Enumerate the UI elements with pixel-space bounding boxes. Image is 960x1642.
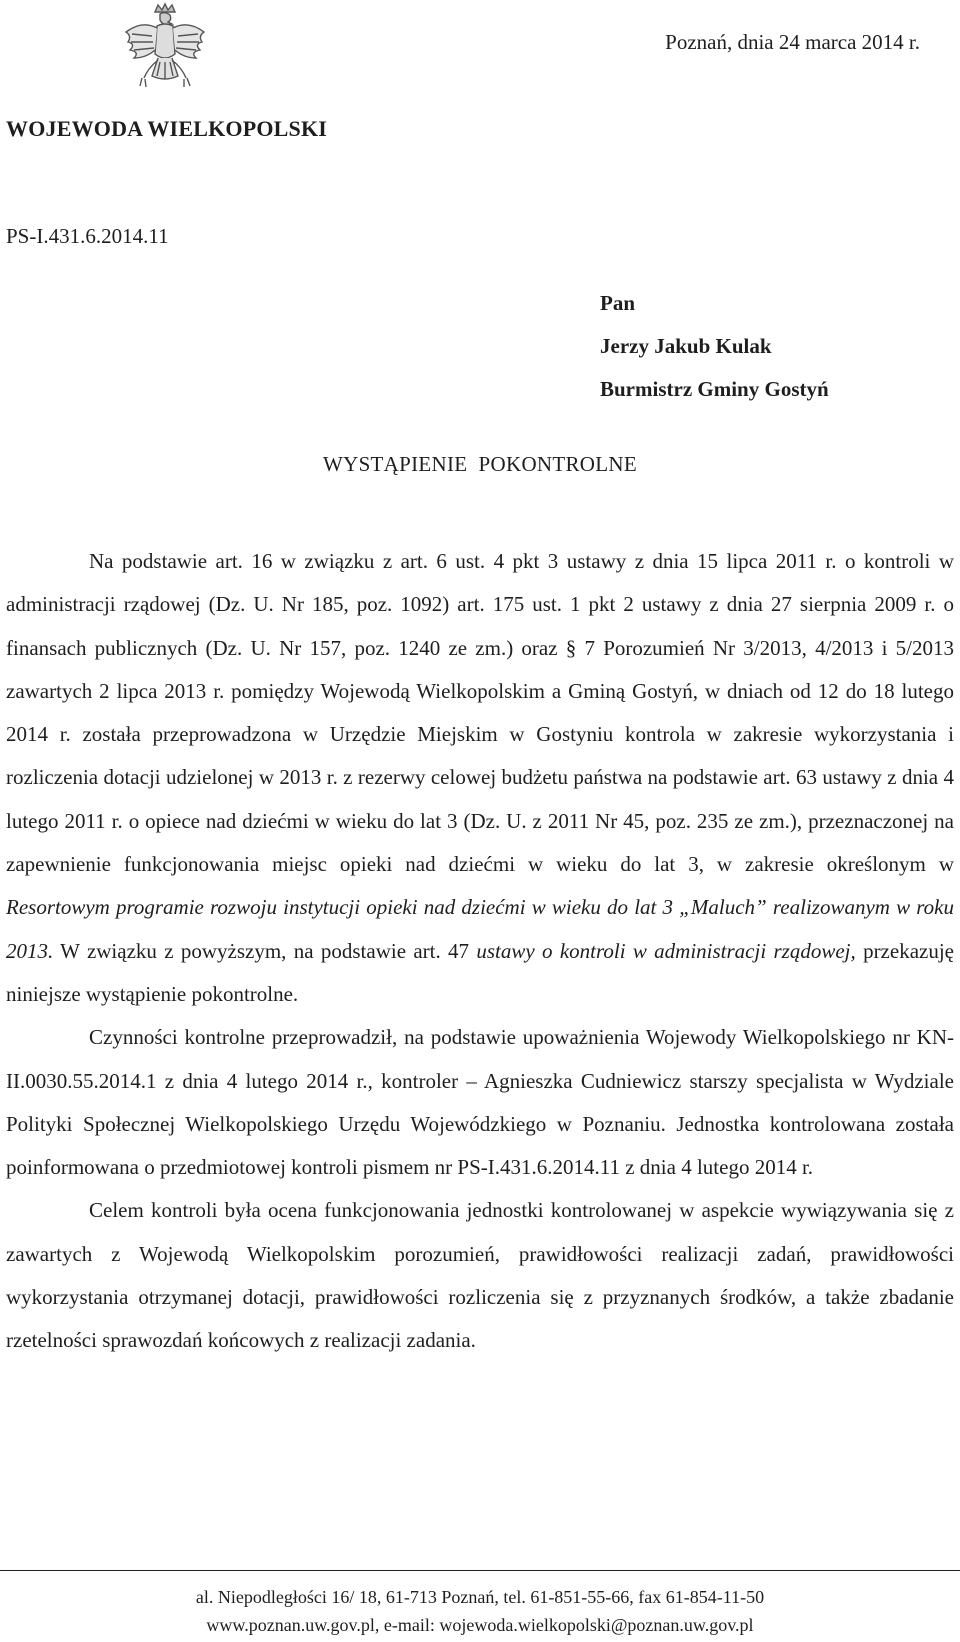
paragraph-purpose: Celem kontroli była ocena funkcjonowania jednostki kontrolowanej w aspekcie wywiązywania się z zawartych z Wojewodą Wielkopolskim porozumień, prawidłowości realizacji zadań, prawidłowości wykorzystania otrzymanej dotacji, prawidłowości rozliczenia się z przyznanych środków, a także zbadanie rzetelności sprawozdań końcowych z realizacji zadania. [6, 1198, 954, 1353]
reference-number: PS-I.431.6.2014.11 [6, 224, 169, 248]
addressee-position: Burmistrz Gminy Gostyń [600, 377, 829, 401]
addressee-name: Jerzy Jakub Kulak [600, 334, 772, 358]
paragraph-text: Na podstawie art. 16 w związku z art. 6 ust. 4 pkt 3 ustawy z dnia 15 lipca 2011 r. o kontroli w administracji rządowej (Dz. U. Nr 185, poz. 1092) art. 175 ust. 1 pkt 2 ustawy z dnia 27 sierpnia 2009 r. o finansach publicznych (Dz. U. Nr 157, poz. 1240 ze zm.) oraz § 7 Porozumień Nr 3/2013, 4/2013 i 5/2013 zawartych 2 lipca 2013 r. pomiędzy Wojewodą Wielkopolskim a Gminą Gostyń, w dniach od 12 do 18 lutego 2014 r. została przeprowadzona w Urzędzie Miejskim w Gostyniu kontrola w zakresie wykorzystania i rozliczenia dotacji udzielonej w 2013 r. z rezerwy celowej budżetu państwa na podstawie art. 63 ustawy z dnia 4 lutego 2011 r. o opiece nad dziećmi w wieku do lat 3 (Dz. U. z 2011 Nr 45, poz. 235 ze zm.), przeznaczonej na zapewnienie funkcjonowania miejsc opieki nad dziećmi w wieku do lat 3, w zakresie określonym w [6, 549, 954, 877]
document-title: WYSTĄPIENIE POKONTROLNE [322, 452, 637, 476]
document-body [6, 540, 954, 1363]
paragraph-inspector: Czynności kontrolne przeprowadził, na podstawie upoważnienia Wojewody Wielkopolskiego nr KN-II.0030.55.2014.1 z dnia 4 lutego 2014 r., kontroler – Agnieszka Cudniewicz starszy specjalista w Wydziale Polityki Społecznej Wielkopolskiego Urzędu Wojewódzkiego w Poznaniu. Jednostka kontrolowana została poinformowana o przedmiotowej kontroli pismem nr PS-I.431.6.2014.11 z dnia 4 lutego 2014 r. [6, 1025, 954, 1180]
addressee-salutation: Pan [600, 291, 636, 315]
paragraph-text: przekazuję niniejsze wystąpienie pokontrolne. [6, 938, 954, 1006]
paragraph-legal-basis [6, 540, 954, 1016]
act-name-italic: ustawy o kontroli w administracji rządowej, [476, 938, 856, 963]
program-name-italic: Resortowym programie rozwoju instytucji opieki nad dziećmi w wieku do lat 3 „Maluch” realizowanym w roku 2013. [6, 895, 954, 963]
footer [0, 1583, 960, 1639]
footer-address: al. Niepodległości 16/ 18, 61-713 Poznań, tel. 61-851-55-66, fax 61-854-11-50 [195, 1587, 765, 1607]
paragraph-text: W związku z powyższym, na podstawie art. 47 [53, 938, 477, 963]
document-date: Poznań, dnia 24 marca 2014 r. [665, 30, 920, 54]
issuing-authority: WOJEWODA WIELKOPOLSKI [6, 116, 328, 141]
footer-contact: www.poznan.uw.gov.pl, e-mail: wojewoda.wielkopolski@poznan.uw.gov.pl [206, 1615, 754, 1635]
addressee-block [600, 282, 829, 411]
polish-eagle-emblem-icon [122, 2, 208, 98]
footer-divider [0, 1570, 960, 1571]
